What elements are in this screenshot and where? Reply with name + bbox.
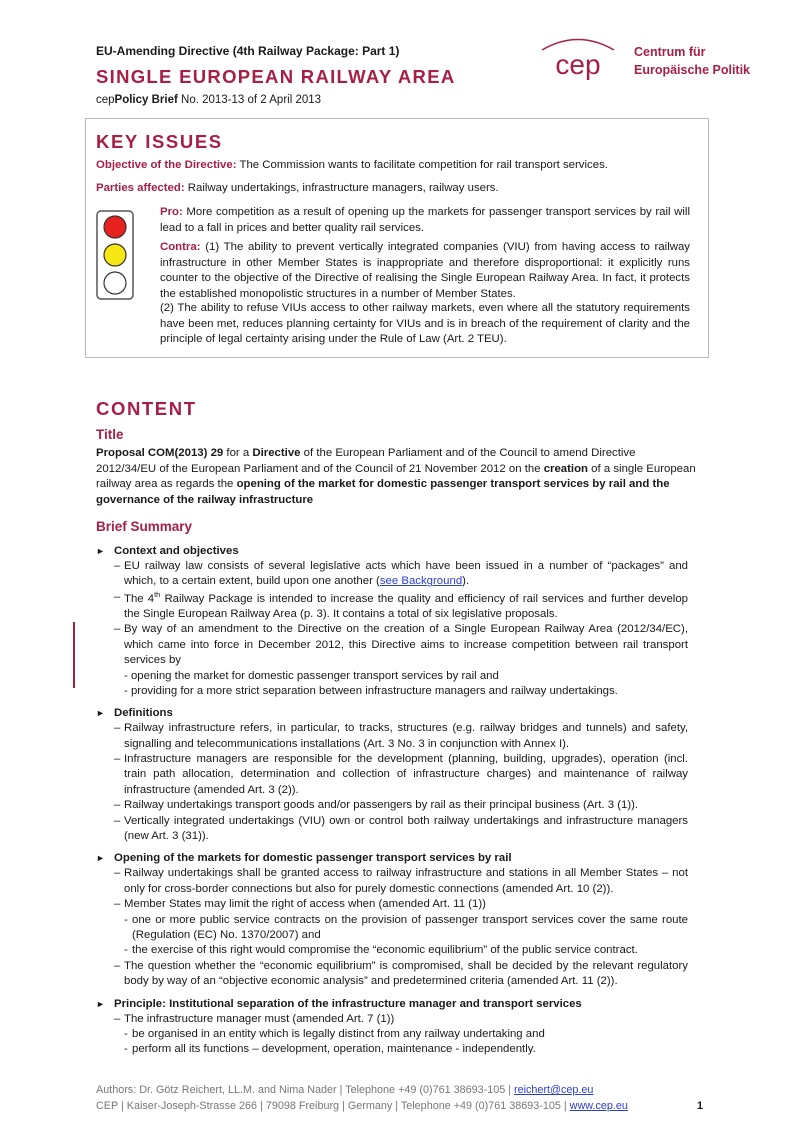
list-item-text: The question whether the “economic equilibrium” is compromised, shall be decided by the relevant regulatory body by way of an “objective economic analysis” and predetermined criteria (amended Art. 11 (2)).: [124, 959, 688, 988]
triangle-bullet-icon: ►: [96, 708, 105, 719]
list-item: [96, 897, 688, 912]
list-item-text: By way of an amendment to the Directive on the creation of a Single European Railway Area (2012/34/EC), which came into force in December 2012, this Directive aims to increase competition between rail transport services by: [124, 623, 688, 667]
dash-bullet: –: [114, 814, 121, 827]
brief-summary: [96, 543, 688, 1064]
brief-summary-heading: Brief Summary: [96, 519, 193, 534]
list-item-text: EU railway law consists of several legislative acts which have been issued in a number of “packages” and which, to a certain extent, build upon one another (: [124, 560, 688, 588]
page-number: 1: [697, 1100, 704, 1112]
sub-list-item: [96, 913, 688, 944]
dash-bullet: –: [114, 867, 121, 880]
parties-label: Parties affected:: [96, 182, 185, 194]
section-heading: [96, 705, 688, 721]
objective-text: The Commission wants to facilitate competition for rail transport services.: [236, 159, 608, 171]
list-item-text: Railway undertakings shall be granted access to railway infrastructure and stations in all Member States – not only for cross-border connections but also for purely domestic connections (amended Art. 10 (2)).: [124, 867, 688, 895]
sub-list-item: [96, 1027, 688, 1042]
summary-section-context: [96, 543, 688, 699]
list-item-text: Member States may limit the right of access when (amended Art. 11 (1)): [124, 898, 486, 911]
section-heading-text: Principle: Institutional separation of the infrastructure manager and transport services: [114, 997, 582, 1010]
page-footer: [96, 1083, 628, 1115]
sub-list-item-text: one or more public service contracts on the provision of passenger transport services cover the same route (Regulation (EC) No. 1370/2007) and: [132, 913, 688, 941]
contra-paragraph-2: (2) The ability to refuse VIUs access to other railway markets, even where all the statutory requirements have been met, reduces planning certainty for VIUs and is in breach of the requirement of clarity and the principle of legal certainty arising under the Rule of Law (Art. 2 TEU).: [160, 302, 690, 346]
logo-text: [634, 44, 750, 79]
triangle-bullet-icon: ►: [96, 853, 105, 864]
list-item: [96, 798, 688, 813]
sub-bullet: -: [124, 684, 131, 697]
sub-list-item: [96, 1042, 688, 1057]
title-heading: Title: [96, 427, 124, 442]
pro-text: More competition as a result of opening up the markets for passenger transport services by rail will lead to a fall in prices and better quality rail services.: [160, 206, 690, 234]
traffic-light-yellow: [104, 244, 126, 266]
triangle-bullet-icon: ►: [96, 546, 105, 556]
section-heading: [96, 850, 688, 866]
list-item-text: Infrastructure managers are responsible for the development (planning, building, upgrades), operation (incl. train path allocation, determination and collection of infrastructure charges) and maintenance of railway infrastructure (amended Art. 3 (2)).: [124, 753, 688, 796]
list-item-text: Railway infrastructure refers, in particular, to tracks, structures (e.g. railway bridges and tunnels) and safety, signalling and telecommunications installations (Art. 3 No. 3 in conjunction with Annex I).: [124, 722, 688, 750]
section-heading-text: Context and objectives: [114, 545, 239, 557]
proposal-creation: creation: [543, 462, 589, 475]
list-item-text-2: Railway Package is intended to increase the quality and efficiency of rail services and further develop the Single European Railway Area (p. 3). It contains a total of six legislative proposals.: [124, 592, 688, 620]
summary-section-market-opening: [96, 850, 688, 989]
proposal-title: [96, 446, 696, 509]
section-heading: [96, 996, 688, 1012]
dash-bullet: –: [114, 1012, 121, 1025]
proposal-directive: Directive: [252, 447, 301, 459]
contra-paragraph: [160, 240, 690, 303]
dash-bullet: –: [114, 623, 121, 636]
logo-line-1: Centrum für: [634, 45, 706, 59]
traffic-light-white: [104, 272, 126, 294]
list-item-text: The 4: [124, 592, 155, 605]
dash-bullet: –: [114, 753, 121, 766]
author-email-link[interactable]: reichert@cep.eu: [514, 1084, 594, 1096]
brief-number: No. 2013-13 of 2 April 2013: [177, 94, 322, 106]
section-heading: [96, 543, 688, 559]
pro-paragraph: [160, 205, 690, 236]
list-item: [96, 622, 688, 668]
document-kicker: EU-Amending Directive (4th Railway Package: Part 1): [96, 44, 400, 58]
sub-list-item: [96, 684, 688, 699]
sub-list-item: [96, 943, 688, 958]
sub-bullet: -: [124, 669, 131, 682]
key-issues-heading: KEY ISSUES: [96, 131, 223, 152]
see-background-link[interactable]: see Background: [379, 575, 463, 588]
sub-list-item-text: opening the market for domestic passenger transport services by rail and: [130, 669, 499, 682]
sub-list-item-text: perform all its functions – development, operation, maintenance - independently.: [132, 1043, 536, 1056]
brief-prefix: cep: [96, 94, 115, 106]
sub-list-item-text: the exercise of this right would compromise the “economic equilibrium” of the public service contract.: [132, 944, 638, 957]
section-heading-text: Definitions: [114, 707, 173, 720]
list-item: [96, 1012, 688, 1027]
contra-label: Contra:: [160, 241, 201, 253]
triangle-bullet-icon: ►: [96, 998, 105, 1009]
summary-section-separation: [96, 996, 688, 1058]
sub-bullet: -: [124, 1043, 128, 1056]
logo-line-2: Europäische Politik: [634, 62, 751, 77]
proposal-text-2: of the European Parliament and of the Council to amend Directive 2012/34/EU of the European Parliament and of the Council of 21 November 2012 on the: [96, 447, 636, 475]
summary-section-definitions: [96, 705, 688, 844]
document-title: SINGLE EUROPEAN RAILWAY AREA: [96, 66, 456, 87]
brief-bold: Policy Brief: [114, 94, 178, 106]
list-item: [96, 559, 688, 590]
footer-authors: [96, 1083, 628, 1099]
footer-address-text: CEP | Kaiser-Joseph-Strasse 266 | 79098 Freiburg | Germany | Telephone +49 (0)761 38693-105 |: [96, 1099, 570, 1112]
dash-bullet: –: [114, 590, 121, 603]
website-link[interactable]: www.cep.eu: [569, 1099, 628, 1112]
sub-bullet: -: [124, 944, 128, 957]
list-item: [96, 814, 688, 845]
list-item: [96, 959, 688, 990]
sub-bullet: -: [124, 913, 128, 926]
superscript: th: [154, 589, 161, 599]
traffic-light-red: [104, 216, 126, 238]
traffic-light-icon: [96, 210, 134, 300]
list-item-text: The infrastructure manager must (amended Art. 7 (1)): [124, 1012, 395, 1025]
dash-bullet: –: [114, 722, 121, 735]
list-item-text-end: ).: [462, 575, 470, 588]
cep-logo-icon: [538, 38, 618, 84]
section-heading-text: Opening of the markets for domestic passenger transport services by rail: [114, 852, 512, 865]
list-item-text: Railway undertakings transport goods and/or passengers by rail as their principal business (Art. 3 (1)).: [124, 799, 639, 812]
sub-list-item-text: be organised in an entity which is legally distinct from any railway undertaking and: [132, 1027, 545, 1040]
dash-bullet: –: [114, 898, 121, 911]
parties-text: Railway undertakings, infrastructure managers, railway users.: [184, 182, 499, 194]
list-item: [96, 752, 688, 798]
pro-label: Pro:: [160, 206, 183, 218]
policy-brief-line: [96, 93, 321, 109]
list-item: [96, 866, 688, 897]
parties-paragraph: [96, 181, 696, 197]
objective-label: Objective of the Directive:: [96, 159, 237, 171]
dash-bullet: –: [114, 959, 121, 972]
dash-bullet: –: [114, 560, 121, 572]
contra-text: (1) The ability to prevent vertically integrated companies (VIU) from having access to railway infrastructure in other Member States is inappropriate and therefore disproportional: it explicitly runs counter to the objective of the Directive of realising the Single European Railway Area. In fact, it protects the established monopolistic structures in a number of Member States.: [160, 241, 690, 301]
footer-address: [96, 1099, 628, 1115]
footer-authors-text: Authors: Dr. Götz Reichert, LL.M. and Nima Nader | Telephone +49 (0)761 38693-105 |: [96, 1084, 515, 1096]
logo-wordmark: cep: [555, 49, 601, 80]
list-item: [96, 721, 688, 752]
sub-list-item: [96, 669, 688, 684]
list-item: [96, 590, 688, 623]
sub-bullet: -: [124, 1027, 128, 1040]
proposal-text-3: of a single European railway area as regards the: [96, 462, 696, 491]
list-item-text: Vertically integrated undertakings (VIU) own or control both railway undertakings and infrastructure managers (new Art. 3 (31)).: [124, 814, 688, 843]
proposal-text-1: for a: [223, 447, 253, 459]
proposal-ref: Proposal COM(2013) 29: [96, 447, 224, 459]
dash-bullet: –: [114, 799, 121, 812]
sub-list-item-text: providing for a more strict separation between infrastructure managers and railway undertakings.: [130, 684, 618, 697]
proposal-subject: opening of the market for domestic passenger transport services by rail and the governance of the railway infrastructure: [96, 478, 670, 507]
revision-bar: [73, 622, 75, 688]
content-heading: CONTENT: [96, 398, 197, 419]
objective-paragraph: [96, 158, 696, 174]
